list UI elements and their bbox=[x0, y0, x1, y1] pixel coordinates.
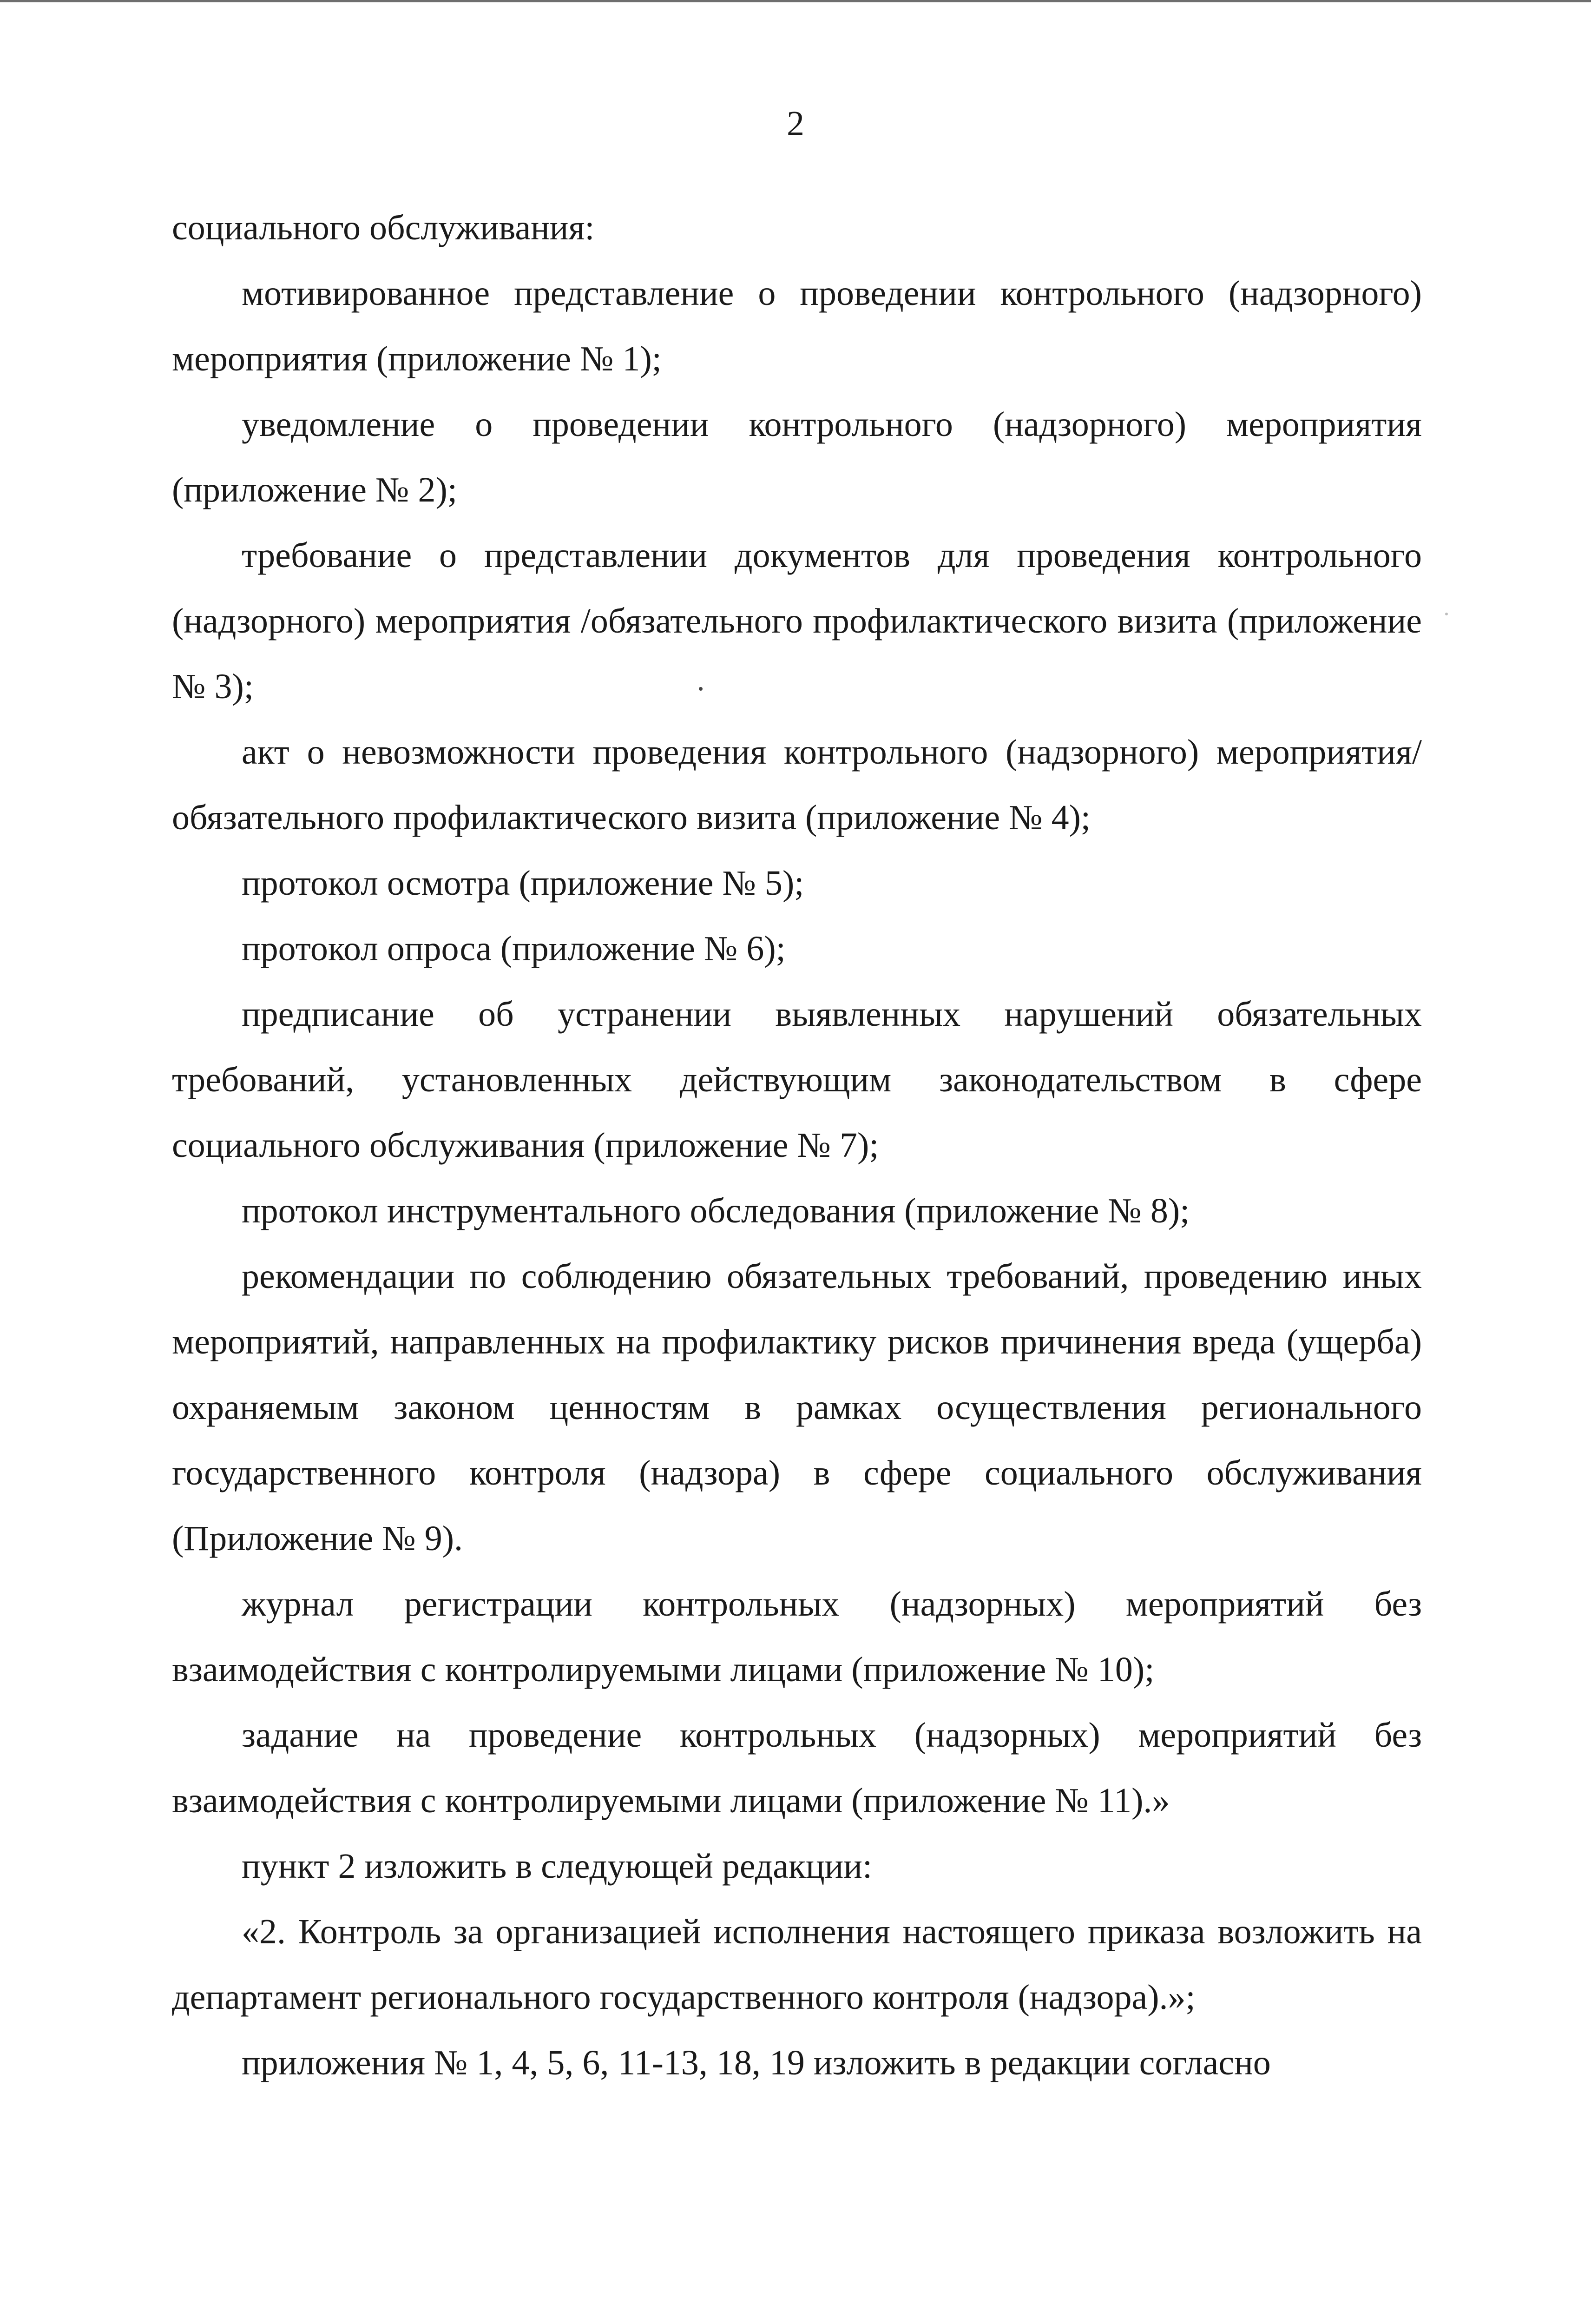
paragraph-item: акт о невозможности проведения контрольного (надзорного) мероприятия/обязательного профилактического визита (приложение № 4); bbox=[172, 733, 1422, 837]
scan-top-edge bbox=[0, 0, 1591, 2]
paragraph-item: рекомендации по соблюдению обязательных требований, проведению иных мероприятий, направленных на профилактику рисков причинения вреда (ущерба) охраняемым законом ценностям в рамках осуществления регионального государственного контроля (надзора) в сфере социального обслуживания (Приложение № 9). bbox=[172, 1257, 1422, 1558]
page-number: 2 bbox=[787, 104, 804, 143]
paragraph-item: протокол осмотра (приложение № 5); bbox=[242, 864, 804, 903]
paragraph-item: мотивированное представление о проведении контрольного (надзорного) мероприятия (приложение № 1); bbox=[172, 274, 1422, 378]
scan-speck bbox=[1445, 613, 1448, 615]
paragraph-item: уведомление о проведении контрольного (надзорного) мероприятия (приложение № 2); bbox=[172, 405, 1422, 509]
paragraph-item: задание на проведение контрольных (надзорных) мероприятий без взаимодействия с контролируемыми лицами (приложение № 11).» bbox=[172, 1716, 1422, 1820]
paragraph-continuation: социального обслуживания: bbox=[172, 208, 595, 247]
paragraph-item: протокол инструментального обследования (приложение № 8); bbox=[242, 1191, 1190, 1230]
document-body bbox=[172, 195, 1422, 2096]
paragraph-item: требование о представлении документов для проведения контрольного (надзорного) мероприятия /обязательного профилактического визита (приложение № 3); bbox=[172, 536, 1422, 706]
paragraph-item: журнал регистрации контрольных (надзорных) мероприятий без взаимодействия с контролируемыми лицами (приложение № 10); bbox=[172, 1585, 1422, 1689]
paragraph-instruction: приложения № 1, 4, 5, 6, 11-13, 18, 19 изложить в редакции согласно bbox=[242, 2043, 1271, 2082]
paragraph-quote: «2. Контроль за организацией исполнения настоящего приказа возложить на департамент регионального государственного контроля (надзора).»; bbox=[172, 1912, 1422, 2017]
paragraph-item: протокол опроса (приложение № 6); bbox=[242, 929, 786, 968]
scan-speck bbox=[699, 687, 703, 691]
paragraph-item: предписание об устранении выявленных нарушений обязательных требований, установленных действующим законодательством в сфере социального обслуживания (приложение № 7); bbox=[172, 995, 1422, 1165]
paragraph-instruction: пункт 2 изложить в следующей редакции: bbox=[242, 1847, 873, 1886]
